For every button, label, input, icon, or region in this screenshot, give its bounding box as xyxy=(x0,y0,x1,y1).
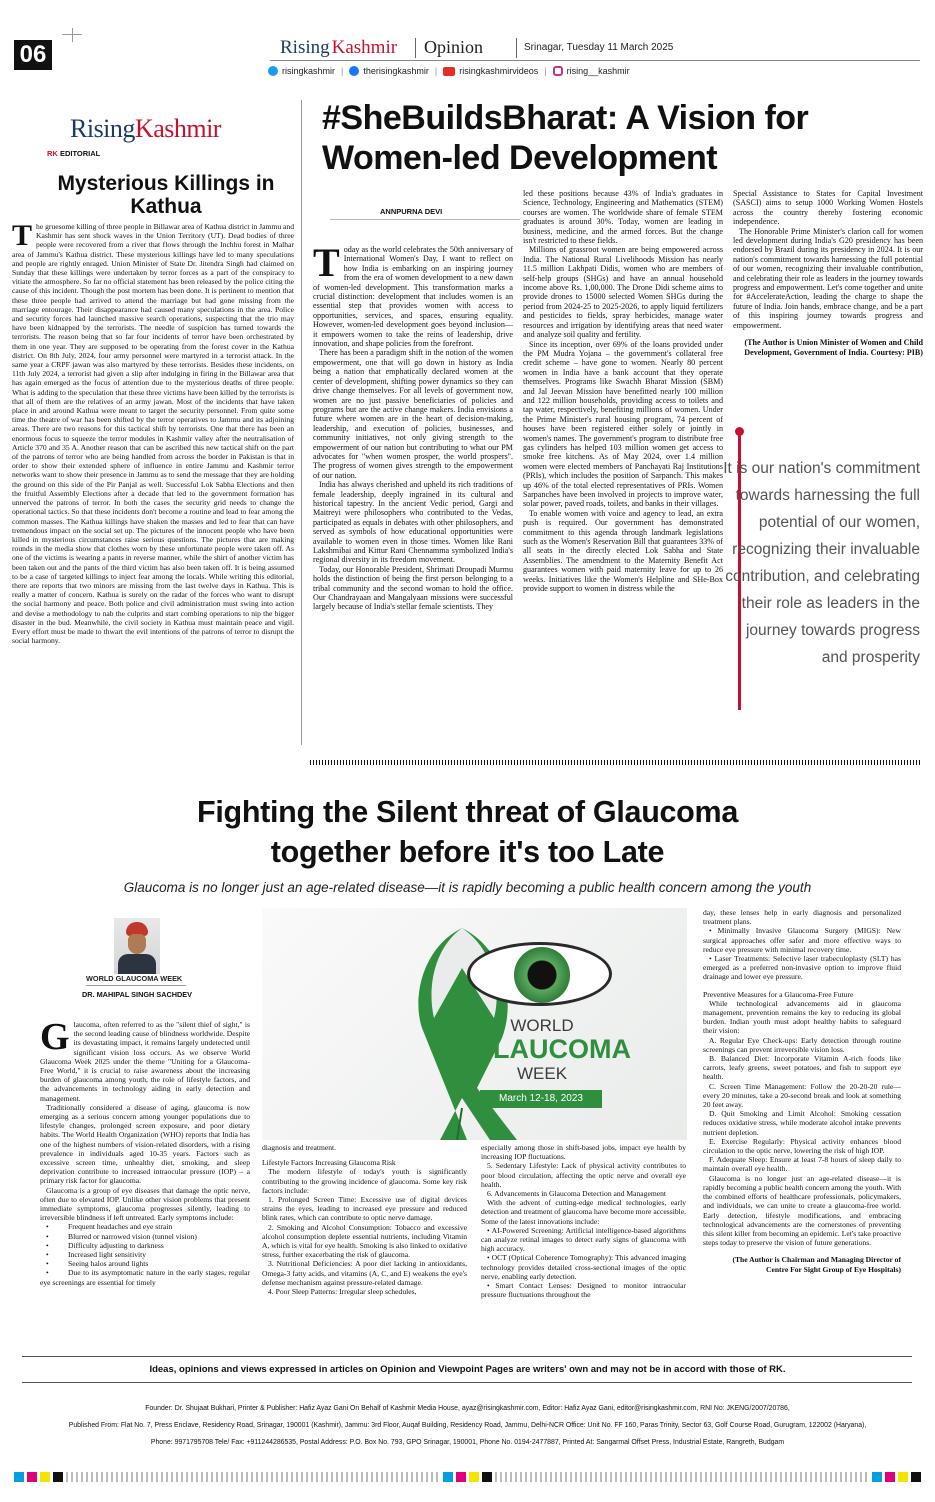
author-photo xyxy=(114,918,160,974)
facebook-icon[interactable] xyxy=(349,66,359,76)
image-text-world: WORLD xyxy=(510,1016,574,1035)
youtube-icon[interactable] xyxy=(443,67,455,76)
lead-col-1 xyxy=(313,245,513,729)
editorial-title: Mysterious Killings in Kathua xyxy=(57,172,275,218)
pull-quote-dot xyxy=(735,427,744,436)
glaucoma-col3-p1: especially among those in shift-based jobs, impact eye health by increasing IOP fluctuations. xyxy=(481,1143,686,1162)
lead-col1-p3: India has always cherished and upheld its rich traditions of female leadership, deeply ingrained in its cultural and historical tapestry. In the ancient Vedic period, Gargi and Maitreyi were philosophers who contributed to the Vedas, participated as equals in debates with other philosophers, and served as symbols of how educational opportunities were available to women even in those times. Women like Rani Lakshmibai and Kittur Rani Chennamma symbolized India's regional diversity in its freedom movement. xyxy=(313,480,513,565)
lead-col1-p2: There has been a paradigm shift in the notion of the women empowerment, one that will go down in history as India being a nation that emphatically declared women at the center of development, shifting power dynamics so they can drive change themselves. For all levels of government now, women are no just passive beneficiaries of policies and programs but are the active change makers. India envisions a future where women are in the heart of decision-making, leadership, and execution of policies, businesses, and community initiatives, not only giving strength to the empowerment of our nation but contributing to what our PM advocates for "when women prosper, the world prospers". The progress of women gives strength to the empowerment of our nation. xyxy=(313,348,513,480)
lead-col2-p1: led these positions because 43% of India's graduates in Science, Technology, Engineering and Mathematics (STEM) courses are women. The worldwide share of female STEM graduates is around 30%. Today, women are leading in business, medicine, and the armed forces. But the change isn't restricted to these fields. xyxy=(523,189,723,246)
editorial-dropcap: T xyxy=(12,222,33,252)
masthead-logo-rising: Rising xyxy=(280,37,330,58)
glaucoma-col3-p4: With the advent of cutting-edge medical technologies, early detection and treatment of glaucoma have become more accessible. Some of the latest innovations include: xyxy=(481,1198,686,1226)
glaucoma-col4-p9: D. Quit Smoking and Limit Alcohol: Smoking cessation reduces oxidative stress, while moderate alcohol intake prevents nutrient depletion. xyxy=(703,1109,901,1137)
author-name: DR. MAHIPAL SINGH SACHDEV xyxy=(82,990,193,999)
glaucoma-col3-p7: • Smart Contact Lenses: Designed to monitor intraocular pressure fluctuations throughout the xyxy=(481,1281,686,1300)
section-divider xyxy=(310,760,922,765)
glaucoma-col2-heading: Lifestyle Factors Increasing Glaucoma Risk xyxy=(262,1158,396,1168)
glaucoma-col-4 xyxy=(703,908,901,1350)
twitter-handle[interactable]: risingkashmir xyxy=(282,66,336,76)
glaucoma-col3-p2: 5. Sedentary Lifestyle: Lack of physical activity contributes to poor blood circulation, affecting the optic nerve and overall eye health. xyxy=(481,1161,686,1189)
glaucoma-col-1 xyxy=(40,1020,250,1350)
lead-col2-p4: To enable women with voice and agency to lead, an extra push is required. Our government has demonstrated commitment to this agenda through landmark legislations such as the Women's Reservation Bill that guarantees 33% of all seats in the directly elected Lok Sabha and State Assemblies. The amendment to the Maternity Benefit Act guarantees women with paid maternity leave for up to 26 weeks. Initiatives like the Women's Helpline and SHe-Box provide support to women in distress while the xyxy=(523,508,723,594)
lead-title-line1: #SheBuildsBharat: A Vision for xyxy=(322,99,809,137)
glaucoma-title-line1: Fighting the Silent threat of Glaucoma xyxy=(196,795,738,829)
glaucoma-col2-p7: 4. Poor Sleep Patterns: Irregular sleep schedules, xyxy=(268,1287,417,1297)
masthead-logo xyxy=(280,37,397,59)
editorial-paragraph: he gruesome killing of three people in Billawar area of Kathua district in Jammu and Kashmir has sent shock waves in the Union Territory (UT). Dead bodies of three people were recovered from a river that flows through the Inchhu forest in Malhar area of Jammu's Kathua district. These mysterious killings have led to many speculations and people are rightly enraged. Union Minister of State Dr. Jitendra Singh had claimed on Sunday that these killings were undertaken by terror forces as a part of the conspiracy to vitiate the atmosphere. So far no official statement has been released by the police citing the cause of this incident. Though the post mortem has been done. It is pertinent to mention that these three people had arrived to attend the marriage but had gone missing from the marriage entourage. Their disappearance had caused many speculations in the area. Police and security forces had launched massive search operations, suspecting that the trio may have been kidnapped by the terrorists. The needle of suspicion has turned towards the terrorists. The reason being that so far four incidents of terror have been orchestrated by them in one year. They are supposed to be operating from the forest cover in the Kathua district. On 8th July, 2024, four army personnel were martyred in a terrorist attack. In the same year a CRPF jawan was also martyred by these terrorists. Besides these incidents, on 11th July 2024, a terrorist had given a slip after indulging in firing in the Billawar area that has again emerged as the focus of attention due to the mysterious deaths of three people. What is adding to the speculation that these three victims have been killed by the terrorists is that all of them are the relatives of an army jawan. Most of the incidents that have taken place in and around Kathua were meant to target the security personnel. From quite some time the theatre of war has been shifted by the terror operatives to Jammu and its adjoining areas. There are two reasons for this tactical shift by terrorists. One that there has been an enormous focus to squeeze the terror modules in Kashmir valley after the neutralisation of Article 370 and 35 A. Another reason that can be ascribed this new tactical shift on the part of the patrons of terror who are being handled from across the border in Pakistan is that in order to show their extended sphere of influence in entire Jammu and Kashmir terror networks want to show their presence in Jammu as to send the message that they are holding the ground on this side of the Pir Panjal as well. Successful Lok Sabha Elections and then the fruitful Assembly Elections after a decade that led to the government formation has unnerved the patrons of terror. In both the cases the security grid needs to change the operational tactics. So that these incidents don't become a routine and lead to fear among the common masses. The Kathua killings have shaken the masses and led to fear that can have tremendous impact on the social set up. The pictures of the innocent people who have been killed in mysterious circumstances raise serious questions. The pictures that are making rounds in the media show that clothes worn by these unfortunate people were taken off. As one of the victims is wearing a pants in reverse manner, while the shirt of another victim has been taken out and the pants of the third victim has also been taken off. It is being assumed to be a case of targeted killings to inject fear among the locals. While writing this editorial, there are reports that two minors are missing from the last twelve days in Kathua. This is really a matter of concern. Kathua is surely on the radar of the forces who want to disrupt the social harmony and peace. Both police and civil administration must swing into action and devise a methodology to nab the culprits and start combing operations to nip the bigger disaster in the bud. Meanwhile, the civil society in Kathua must maintain peace and vigil. Every effort must be made to thwart the evil intentions of the patrons of terror to disrupt the social harmony. xyxy=(12,222,294,646)
header-date: Srinagar, Tuesday 11 March 2025 xyxy=(524,42,674,53)
glaucoma-col4-p8: C. Screen Time Management: Follow the 20-20-20 rule—every 20 minutes, take a 20-second break and look at something 20 feet away. xyxy=(703,1081,901,1110)
glaucoma-subtitle: Glaucoma is no longer just an age-related disease—it is rapidly becoming a public health concern among the youth xyxy=(123,880,812,895)
lead-footnote: (The Author is Union Minister of Women and Child Development, Government of India. Courtesy: PIB) xyxy=(744,338,923,357)
glaucoma-col4-p11: F. Adequate Sleep: Ensure at least 7-8 hours of sleep daily to maintain overall eye health. xyxy=(703,1155,901,1174)
lead-title xyxy=(322,98,922,178)
glaucoma-title xyxy=(0,792,935,872)
lead-col1-p1: oday as the world celebrates the 50th anniversary of International Women's Day, I want to reflect on how India is embarking on an inspiring journey from the era of women development to a new dawn of women-led development. This transformation marks a crucial distinction: development that includes women is an essential step that provides women with access to opportunities, services, and spaces, ensuring equality. However, women-led development goes beyond inclusion—it empowers women to take the reins of leadership, drive innovation, and shape policies from the forefront. xyxy=(313,245,513,349)
glaucoma-col3-p5: • AI-Powered Screening: Artificial intelligence-based algorithms can analyze retinal images to detect early signs of glaucoma with high accuracy. xyxy=(481,1225,686,1254)
lead-col1-p4: Today, our Honorable President, Shrimati Droupadi Murmu holds the distinction of being the first person belonging to a tribal community and the second woman to hold the office. Our Chandrayaan and Mangalyaan missions were successful largely because of India's stellar female scientists. They xyxy=(313,564,513,612)
lead-col2-p2: Millions of grassroot women are being empowered across India. The National Rural Livelihoods Mission has nearly 11.5 million Lakhpati Didis, women who are members of self-help groups (SHGs) and have an annual household income above Rs. 1,00,000. The Drone Didi scheme aims to provide drones to 15000 selected Women SHGs during the period from 2024-25 to 2025-2026, to apply liquid fertilizers and pesticides to fields, spray herbicides, manage water resources and irrigation by identifying areas that need water and analyze soil quality and fertility. xyxy=(523,245,723,340)
disclaimer: Ideas, opinions and views expressed in articles on Opinion and Viewpoint Pages are writers' own and may not be in accord with those of RK. xyxy=(149,1364,786,1375)
lead-col3-p1: Special Assistance to States for Capital Investment (SASCI) aims to setup 1000 Working Women Hostels across the country thereby fostering economic independence. xyxy=(733,189,923,227)
list-item: • Difficulty adjusting to darkness xyxy=(40,1241,250,1250)
symptoms-list xyxy=(40,1222,250,1286)
editorial-logo-rising: Rising xyxy=(70,114,135,143)
editorial-body xyxy=(12,222,294,744)
world-glaucoma-week-image xyxy=(262,908,687,1140)
color-calibration-bar xyxy=(14,1472,921,1482)
page-number: 06 xyxy=(19,41,47,68)
instagram-handle[interactable]: rising__kashmir xyxy=(566,66,630,76)
imprint-line1: Founder: Dr. Shujaat Bukhari, Printer & Publisher: Hafiz Ayaz Gani On Behalf of Kashmir Media House, ayaz@risingkashmir.com, Editor: Hafiz Ayaz Gani, editor@risingkashmir.com, RNI No: JKENG/2007/20786, xyxy=(145,1405,790,1412)
social-bar: risingkashmir | therisingkashmir | risingkashmirvideos | rising__kashmir xyxy=(268,64,920,78)
masthead-logo-kashmir: Kashmir xyxy=(331,37,398,58)
glaucoma-col4-p5: While technological advancements aid in glaucoma management, prevention remains the key to reducing its global burden. Indian youth must adopt healthy habits to safeguard their vision: xyxy=(703,998,901,1036)
glaucoma-col2-p5: 2. Smoking and Alcohol Consumption: Tobacco and excessive alcohol consumption deplete essential nutrients, including Vitamin A, which is vital for eye health. Smoking is also linked to oxidative stress, further exacerbating the risk of glaucoma. xyxy=(262,1222,467,1260)
list-item: • Increased light sensitivity xyxy=(40,1250,250,1259)
list-item: • Frequent headaches and eye strain xyxy=(40,1222,250,1231)
glaucoma-col2-p6: 3. Nutritional Deficiencies: A poor diet lacking in antioxidants, Omega-3 fatty acids, and vitamins (A, C, and E) weakens the eye's defense mechanism against pressure-related damage. xyxy=(262,1259,467,1287)
glaucoma-col2-p3: The modern lifestyle of today's youth is significantly contributing to the growing incidence of glaucoma. Some key risk factors include: xyxy=(262,1167,467,1195)
glaucoma-col3-p6: • OCT (Optical Coherence Tomography): This advanced imaging technology provides detailed cross-sectional images of the optic nerve, enabling early detection. xyxy=(481,1253,686,1281)
author-suit xyxy=(118,954,156,974)
glaucoma-col1-p2: Traditionally considered a disease of aging, glaucoma is now emerging as a serious concern among younger populations due to lifestyle changes, prolonged screen exposure, and poor dietary habits. The World Health Organization (WHO) reports that India has one of the highest numbers of vision-related disorders, with a rising prevalence in individuals aged 10-35 years. Factors such as excessive screen time, unhealthy diet, smoking, and sleep deprivation contribute to increased intraocular pressure (IOP) – a primary risk factor for glaucoma. xyxy=(40,1102,250,1186)
imprint-line2: Published From: Flat No. 7, Press Enclave, Residency Road, Srinagar, 190001 (Kashmir), Jammu: 3rd Floor, Auqaf Building, Residency Road, Jammu, Delhi-NCR Office: Unit No. FF 160, Paras Trinity, Sector 63, Golf Course Road, Gurugram, 122002 (Haryana), xyxy=(68,1422,867,1429)
glaucoma-col1-p1: laucoma, often referred to as the "silent thief of sight," is the second leading cause of blindness worldwide. Despite its devastating impact, it remains largely undetected until significant vision loss occurs. As we observe World Glaucoma Week 2025 under the theme "Uniting for a Glaucoma-Free World," it is crucial to raise awareness about the increasing burden of glaucoma among youth, the role of lifestyle factors, and the advancements in technology aiding in early detection and management. xyxy=(40,1020,250,1103)
glaucoma-col1-p3: Glaucoma is a group of eye diseases that damage the optic nerve, often due to elevated IOP. Unlike other vision problems that present immediate symptoms, glaucoma progresses silently, leading to irreversible blindness if left untreated. Early symptoms include: xyxy=(40,1185,250,1223)
image-dates-banner: March 12-18, 2023 xyxy=(480,1090,602,1108)
author-tag-rule xyxy=(86,985,186,986)
editorial-logo xyxy=(70,114,221,144)
section-label: Opinion xyxy=(424,37,484,57)
lead-col3-p2: The Honorable Prime Minister's clarion call for women led development during India's G20 presidency has been endorsed by Brazil during its presidency in 2024. It is our nation's commitment towards harnessing the full potential of our women, recognizing their invaluable contribution, and celebrating their role as leaders in the journey towards progress and empowerment. Let's come together and unite for #AccelerateAction, leading the charge to shape the future of India. Join hands, embrace change, and be a part of this inspiring journey towards progress and empowerment. xyxy=(733,226,923,330)
list-item: • Seeing halos around lights xyxy=(40,1259,250,1268)
glaucoma-col4-p10: E. Exercise Regularly: Physical activity enhances blood circulation to the optic nerve, lowering the risk of high IOP. xyxy=(703,1136,901,1156)
glaucoma-col4-p12: Glaucoma is no longer just an age-related disease—it is rapidly becoming a public health concern among the youth. With the combined efforts of healthcare professionals, policymakers, and individuals, we can unite to create a glaucoma-free world. Early detection, lifestyle modifications, and embracing technological advancements are the cornerstones of preventing this silent killer from becoming an epidemic. Let's take proactive steps today to preserve the vision of future generations. xyxy=(703,1173,901,1248)
glaucoma-col4-heading: Preventive Measures for a Glaucoma-Free Future xyxy=(703,989,854,999)
header-divider xyxy=(415,38,416,58)
header-divider-2 xyxy=(516,38,517,58)
registration-marks xyxy=(62,28,82,42)
eye-icon xyxy=(467,942,612,1006)
instagram-icon[interactable] xyxy=(553,66,563,76)
list-item: • Due to its asymptomatic nature in the early stages, regular eye screenings are essential for timely xyxy=(40,1268,250,1286)
editorial-logo-kashmir: Kashmir xyxy=(134,114,221,143)
glaucoma-col4-p1: day, these lenses help in early diagnosis and personalized treatment plans. xyxy=(703,908,901,927)
eye-iris xyxy=(514,947,570,1003)
editorial-tag xyxy=(47,149,100,158)
glaucoma-col4-p6: A. Regular Eye Check-ups: Early detection through routine screenings can prevent irreversible vision loss. xyxy=(703,1035,901,1054)
glaucoma-col4-p3: • Laser Treatments: Selective laser trabeculoplasty (SLT) has emerged as a preferred non-invasive option to improve fluid drainage and lower eye pressure. xyxy=(703,954,901,982)
editorial-tag-rk: RK xyxy=(47,149,58,158)
editorial-vertical-rule xyxy=(301,100,302,745)
glaucoma-col2-p4: 1. Prolonged Screen Time: Excessive use of digital devices strains the eyes, leading to increased eye pressure and reduced blink rates, which can contribute to optic nerve damage. xyxy=(262,1195,467,1223)
page-number-box xyxy=(14,40,52,70)
footer-rule-top xyxy=(22,1356,912,1357)
twitter-icon[interactable] xyxy=(268,66,278,76)
image-text xyxy=(472,1016,631,1083)
facebook-handle[interactable]: therisingkashmir xyxy=(363,66,429,76)
image-text-glaucoma: GLAUCOMA xyxy=(472,1034,631,1064)
lead-col2-p3: Since its inception, over 69% of the loans provided under the PM Mudra Yojana – the government's collateral free credit scheme – have gone to women. Nearly 80 percent women in India have a bank account that they operate themselves. Programs like Swachh Bharat Mission (SBM) and Jal Jeevan Mission have benefitted nearly 100 million and 122 million households, providing access to toilets and tap water, respectively, benefiting millions of women. Under the Prime Minister's rural housing program, 74 percent of houses have been registered either solely or jointly in women's names. The government's program to distribute free gas cylinders has helped 103 million women get access to smoke free kitchens. As of May 2024, over 1.4 million women were elected members of Panchayati Raj Institutions (PRIs), which includes the position of Sarpanch. This makes up 46% of the total elected representatives of PRIs. Women Sarpanches have been involved in projects to improve water, solar power, paved roads, toilets, and banks in their villages. xyxy=(523,339,723,509)
glaucoma-col-3 xyxy=(481,1143,686,1350)
glaucoma-col4-p7: B. Balanced Diet: Incorporate Vitamin A-rich foods like carrots, leafy greens, sweet potatoes, and fish to support eye health. xyxy=(703,1054,901,1082)
glaucoma-dropcap: G xyxy=(40,1020,70,1058)
youtube-handle[interactable]: risingkashmirvideos xyxy=(459,66,539,76)
glaucoma-title-line2: together before it's too Late xyxy=(270,835,665,869)
editorial-tag-label: EDITORIAL xyxy=(59,149,101,158)
image-text-week: WEEK xyxy=(516,1064,568,1083)
imprint xyxy=(10,1400,925,1451)
lead-col-3 xyxy=(733,189,923,389)
glaucoma-footnote: (The Author is Chairman and Managing Director of Centre For Sight Group of Eye Hospitals) xyxy=(732,1255,901,1274)
lead-col-2 xyxy=(523,189,723,729)
glaucoma-col4-p2: • Minimally Invasive Glaucoma Surgery (MIGS): New surgical approaches offer safer and more effective ways to reduce eye pressure with minimal recovery time. xyxy=(703,926,901,954)
footer-rule-mid xyxy=(22,1382,912,1383)
glaucoma-col2-p1: diagnosis and treatment. xyxy=(262,1143,337,1152)
glaucoma-col-2 xyxy=(262,1143,467,1350)
pull-quote: It is our nation's commitment towards harnessing the full potential of our women, recognizing their invaluable contribution, and celebrating their role as leaders in the journey towards progress and prosperity xyxy=(723,460,920,666)
lead-author-rule xyxy=(330,219,520,220)
glaucoma-col3-p3: 6. Advancements in Glaucoma Detection and Management xyxy=(487,1189,667,1199)
list-item: • Blurred or narrowed vision (tunnel vision) xyxy=(40,1232,250,1241)
author-tag: WORLD GLAUCOMA WEEK xyxy=(86,974,183,983)
author-face xyxy=(128,934,146,954)
lead-title-line2: Women-led Development xyxy=(322,139,718,177)
lead-author: ANNPURNA DEVI xyxy=(380,207,443,216)
imprint-line3: Phone: 9971795708 Tele/ Fax: +911244286535, Postal Address: P.O. Box No. 793, GPO Srinagar, 190001, Phone No. 0194-2477887, Printed At: Sangarmal Offset Press, Industrial Estate, Rangreth, Budgam xyxy=(150,1439,785,1446)
lead-dropcap: T xyxy=(313,245,340,285)
header-rule xyxy=(270,60,920,61)
